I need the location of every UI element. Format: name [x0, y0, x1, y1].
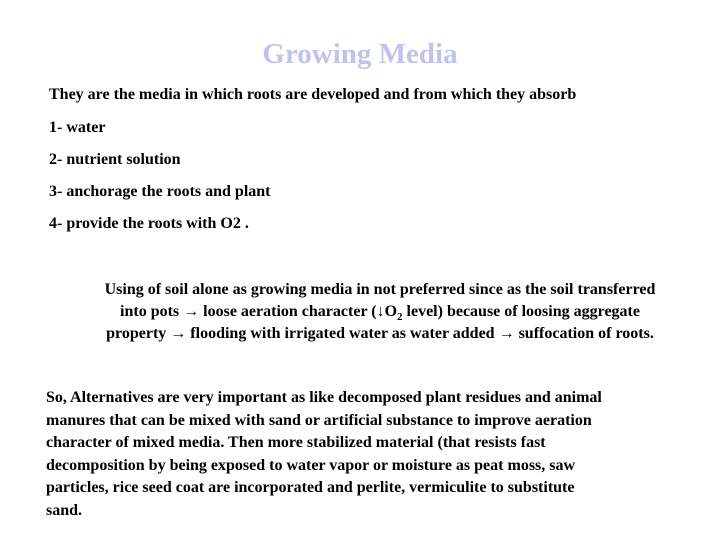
list-item: 4- provide the roots with O2 . — [49, 215, 249, 232]
alternatives-paragraph-line: particles, rice seed coat are incorporated and perlite, vermiculite to substitute — [46, 479, 575, 496]
soil-line2-end: level) because of loosing aggregate — [402, 303, 640, 320]
soil-paragraph — [40, 279, 720, 345]
soil-paragraph-line: Using of soil alone as growing media in not preferred since as the soil transferred — [104, 281, 656, 298]
function-list — [49, 118, 271, 246]
alternatives-paragraph-line: So, Alternatives are very important as like decomposed plant residues and animal — [46, 389, 602, 406]
slide-title: Growing Media — [262, 38, 458, 70]
soil-paragraph-line — [40, 301, 720, 323]
alternatives-paragraph-line: decomposition by being exposed to water vapor or moisture as peat moss, saw — [46, 456, 576, 474]
list-item: 3- anchorage the roots and plant — [49, 183, 271, 200]
alternatives-paragraph-line: sand. — [46, 501, 83, 519]
list-item: 1- water — [49, 119, 106, 136]
soil-line2-start: into pots → loose aeration character (↓O — [120, 303, 398, 320]
alternatives-paragraph-line: character of mixed media. Then more stabilized material (that resists fast — [46, 434, 546, 451]
alternatives-paragraph — [46, 387, 686, 522]
soil-paragraph-line: property → flooding with irrigated water as water added → suffocation of roots. — [106, 325, 654, 342]
list-item: 2- nutrient solution — [49, 151, 181, 168]
intro-text: They are the media in which roots are developed and from which they absorb — [49, 86, 577, 103]
oxygen-subscript: 2 — [397, 311, 403, 324]
alternatives-paragraph-line: manures that can be mixed with sand or artificial substance to improve aeration — [46, 411, 592, 429]
